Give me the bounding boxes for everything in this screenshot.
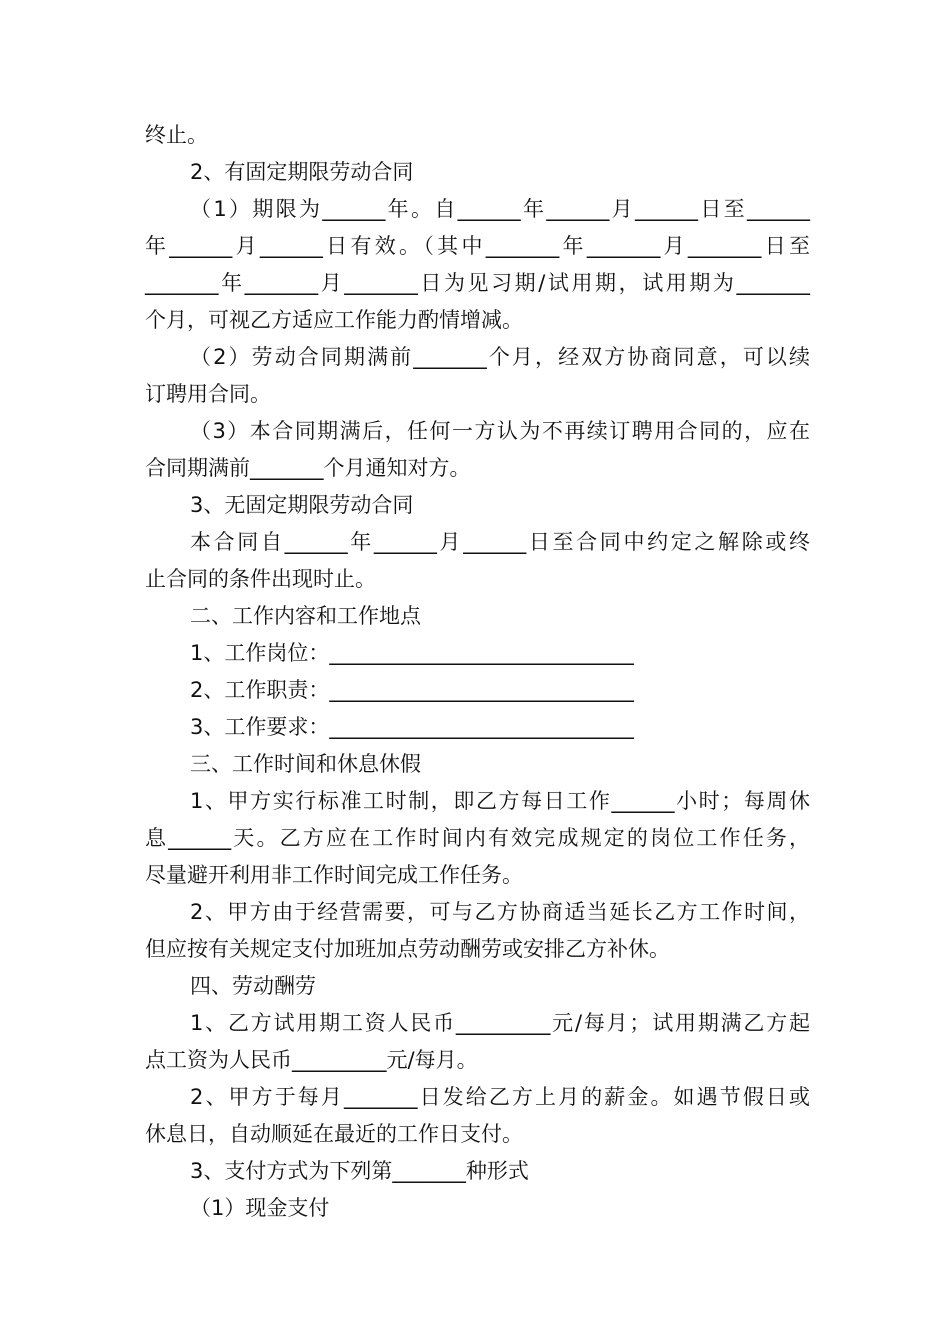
text-line: （1）期限为______年。自______年______月______日至______: [190, 197, 810, 221]
text-line: 年______月______日有效。（其中_______年_______月_______日至: [145, 234, 810, 258]
text-line: 本合同自______年______月______日至合同中约定之解除或终: [190, 530, 810, 554]
text-line: 3、支付方式为下列第_______种形式: [190, 1159, 529, 1183]
text-line: 息______天。乙方应在工作时间内有效完成规定的岗位工作任务，: [145, 826, 810, 850]
text-line: 1、工作岗位：_____________________________: [190, 641, 634, 665]
text-line: 订聘用合同。: [145, 382, 271, 406]
section-heading: 四、劳动酬劳: [190, 974, 316, 998]
text-line: 但应按有关规定支付加班加点劳动酬劳或安排乙方补休。: [145, 937, 670, 961]
text-line: 2、工作职责：_____________________________: [190, 678, 634, 702]
text-line: 1、乙方试用期工资人民币_________元/每月；试用期满乙方起: [190, 1011, 810, 1035]
text-line: 合同期满前_______个月通知对方。: [145, 456, 471, 480]
section-heading: 三、工作时间和休息休假: [190, 752, 421, 776]
text-line: 终止。: [145, 123, 208, 147]
text-line: 点工资为人民币_________元/每月。: [145, 1048, 478, 1072]
text-line: 3、工作要求：_____________________________: [190, 715, 634, 739]
text-line: 2、甲方由于经营需要，可与乙方协商适当延长乙方工作时间，: [190, 900, 810, 924]
text-line: _______年_______月_______日为见习期/试用期，试用期为_______: [145, 271, 810, 295]
text-line: 尽量避开利用非工作时间完成工作任务。: [145, 863, 523, 887]
text-line: 休息日，自动顺延在最近的工作日支付。: [145, 1122, 523, 1146]
text-line: （2）劳动合同期满前_______个月，经双方协商同意，可以续: [190, 345, 810, 369]
text-line: 1、甲方实行标准工时制，即乙方每日工作______小时；每周休: [190, 789, 810, 813]
text-line: 止合同的条件出现时止。: [145, 567, 376, 591]
section-heading: 二、工作内容和工作地点: [190, 604, 421, 628]
document-body: [145, 117, 810, 1227]
text-line: （1）现金支付: [190, 1196, 330, 1220]
section-heading: 2、有固定期限劳动合同: [190, 160, 414, 184]
text-line: 2、甲方于每月_______日发给乙方上月的薪金。如遇节假日或: [190, 1085, 810, 1109]
section-heading: 3、无固定期限劳动合同: [190, 493, 414, 517]
text-line: （3）本合同期满后，任何一方认为不再续订聘用合同的，应在: [190, 419, 810, 443]
text-line: 个月，可视乙方适应工作能力酌情增减。: [145, 308, 523, 332]
